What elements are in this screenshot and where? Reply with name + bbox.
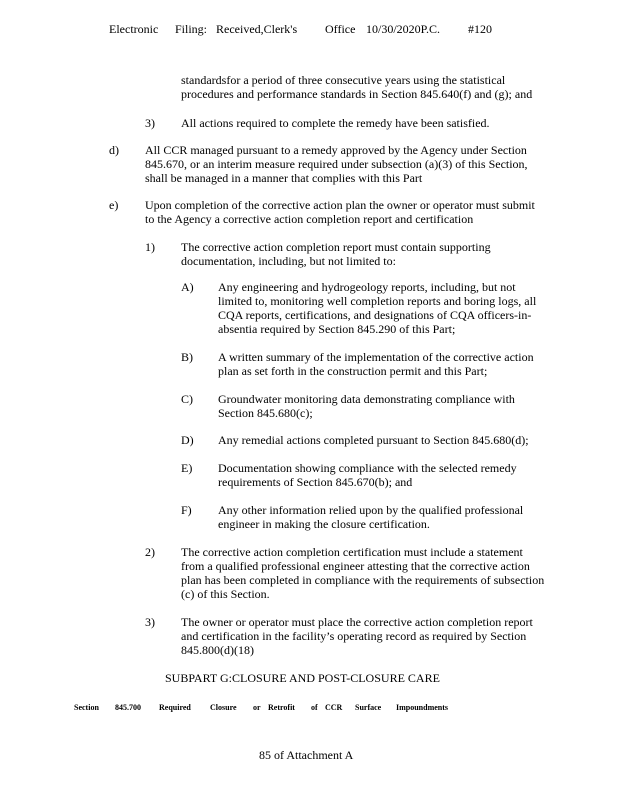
subpart-heading: SUBPART G:CLOSURE AND POST-CLOSURE CARE (165, 671, 440, 685)
header-received: Received,Clerk's (216, 22, 298, 36)
text-line: engineer in making the closure certification. (218, 517, 430, 531)
text-line: to the Agency a corrective action completion report and certification (145, 212, 474, 226)
e1-label: 1) (145, 240, 155, 254)
text-line: Any other information relied upon by the qualified professional (218, 503, 524, 517)
header-electronic: Electronic (109, 22, 159, 36)
e2-label: 2) (145, 545, 155, 559)
text-line: plan has been completed in compliance with the requirements of subsection (181, 573, 545, 587)
section-number: 845.700 (115, 703, 141, 712)
text-line: CQA reports, certifications, and designations of CQA officers-in- (218, 308, 532, 322)
e1-item-d-text (218, 433, 529, 447)
text-line: Groundwater monitoring data demonstrating compliance with (218, 392, 515, 406)
e3-text (181, 615, 533, 657)
header-date: 10/30/2020P.C. (366, 22, 441, 36)
text-line: documentation, including, but not limited to: (181, 254, 396, 268)
e1-item-a-text (218, 280, 536, 336)
text-line: All CCR managed pursuant to a remedy approved by the Agency under Section (145, 143, 527, 157)
e1-text (181, 240, 491, 268)
e1-item-f-text (218, 503, 523, 531)
top-continuation (181, 73, 532, 101)
text-line: shall be managed in a manner that complies with this Part (145, 171, 423, 185)
text-line: The corrective action completion certification must include a statement (181, 545, 523, 559)
section-word: or (253, 703, 261, 712)
text-line: requirements of Section 845.670(b); and (218, 475, 413, 489)
section-word: Section (74, 703, 99, 712)
page-footer: 85 of Attachment A (259, 748, 354, 762)
text-line: absentia required by Section 845.290 of this Part; (218, 322, 456, 336)
text-line: Section 845.680(c); (218, 406, 313, 420)
item-d-text (145, 143, 528, 185)
item-3-label: 3) (145, 116, 155, 130)
e1-item-e-text (218, 461, 517, 489)
text-line: A written summary of the implementation of the corrective action (218, 350, 534, 364)
text-line: (c) of this Section. (181, 587, 270, 601)
text-line: 845.800(d)(18) (181, 643, 254, 657)
text-line: procedures and performance standards in Section 845.640(f) and (g); and (181, 87, 533, 101)
text-line: Any remedial actions completed pursuant to Section 845.680(d); (218, 433, 529, 447)
e1-item-d-label: D) (181, 433, 194, 447)
e1-item-c-label: C) (181, 392, 193, 406)
item-d-label: d) (109, 143, 119, 157)
text-line: Any engineering and hydrogeology reports, including, but not (218, 280, 516, 294)
section-word: Surface (355, 703, 382, 712)
section-word: of (311, 703, 318, 712)
text-line: plan as set forth in the construction permit and this Part; (218, 364, 488, 378)
text-line: Documentation showing compliance with the selected remedy (218, 461, 517, 475)
header-office: Office (325, 22, 356, 36)
section-word: Required (159, 703, 191, 712)
text-line: and certification in the facility’s operating record as required by Section (181, 629, 527, 643)
section-word: Retrofit (268, 703, 295, 712)
text-line: standardsfor a period of three consecutive years using the statistical (181, 73, 506, 87)
section-word: Impoundments (396, 703, 449, 712)
e1-item-b-text (218, 350, 534, 378)
header-number: #120 (468, 22, 492, 36)
item-e-text (145, 198, 535, 226)
e1-item-b-label: B) (181, 350, 193, 364)
text-line: from a qualified professional engineer attesting that the corrective action (181, 559, 530, 573)
item-3-text: All actions required to complete the remedy have been satisfied. (181, 116, 490, 130)
e1-item-a-label: A) (181, 280, 194, 294)
e1-item-f-label: F) (181, 503, 192, 517)
e1-item-e-label: E) (181, 461, 193, 475)
e2-text (181, 545, 544, 601)
text-line: 845.670, or an interim measure required under subsection (a)(3) of this Section, (145, 157, 528, 171)
text-line: The corrective action completion report must contain supporting (181, 240, 491, 254)
item-e-label: e) (109, 198, 119, 212)
e1-item-c-text (218, 392, 515, 420)
header-filing: Filing: (175, 22, 208, 36)
section-word: Closure (210, 703, 237, 712)
text-line: The owner or operator must place the corrective action completion report (181, 615, 533, 629)
text-line: Upon completion of the corrective action plan the owner or operator must submit (145, 198, 535, 212)
section-word: CCR (325, 703, 343, 712)
e3-label: 3) (145, 615, 155, 629)
text-line: limited to, monitoring well completion reports and boring logs, all (218, 294, 537, 308)
